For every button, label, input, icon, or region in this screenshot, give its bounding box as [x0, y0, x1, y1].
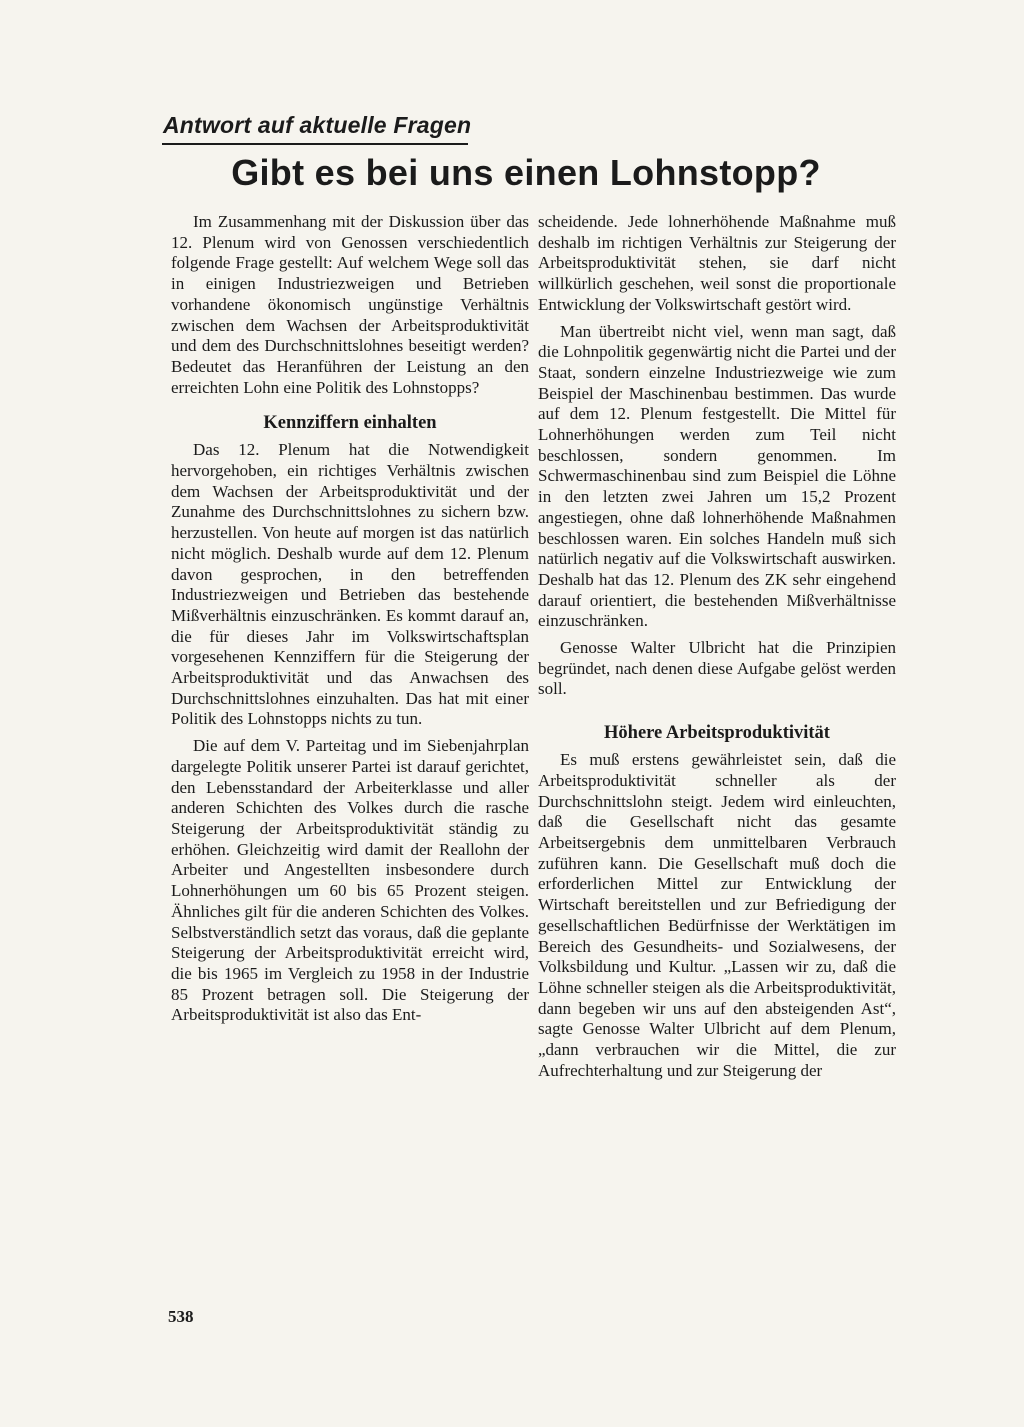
- right-column: [538, 212, 896, 1087]
- paragraph: Das 12. Plenum hat die Notwendigkeit hervorgehoben, ein richtiges Verhältnis zwischen dem Wachsen der Arbeitsproduktivität und der Zunahme des Durchschnittslohnes zu sichern bzw. herzustellen. Von heute auf morgen ist das natürlich nicht möglich. Deshalb wurde auf dem 12. Plenum davon gesprochen, in den betreffenden Industriezweigen und Betrieben das bestehende Mißverhältnis einzuschränken. Es kommt darauf an, die für dieses Jahr im Volkswirtschaftsplan vorgesehenen Kennziffern für die Steigerung der Arbeitsproduktivität und das Anwachsen des Durchschnittslohnes einzuhalten. Das hat mit einer Politik des Lohnstopps nichts zu tun.: [171, 440, 529, 729]
- left-column: [171, 212, 529, 1032]
- section-kicker: Antwort auf aktuelle Fragen: [163, 112, 472, 138]
- article-headline: Gibt es bei uns einen Lohnstopp?: [231, 152, 821, 193]
- paragraph: Im Zusammenhang mit der Diskussion über das 12. Plenum wird von Genossen verschiedentlich folgende Frage gestellt: Auf welchem Wege soll das in einigen Industriezweigen und Betrieben vorhandene ökonomisch ungünstige Verhältnis zwischen dem Wachsen der Arbeitsproduktivität und dem des Durchschnittslohnes beseitigt werden? Bedeutet das Heranführen der Leistung an den erreichten Lohn eine Politik des Lohnstopps?: [171, 212, 529, 397]
- subheading: Höhere Arbeitsproduktivität: [604, 723, 830, 744]
- paragraph: Es muß erstens gewährleistet sein, daß die Arbeitsproduktivität schneller als der Durchschnittslohn steigt. Jedem wird einleuchten, daß die Gesellschaft nicht das gesamte Arbeitsergebnis dem unmittelbaren Verbrauch zuführen kann. Die Gesellschaft muß doch die erforderlichen Mittel zur Entwicklung der Wirtschaft bereitstellen und zur Befriedigung der gesellschaftlichen Bedürfnisse der Werktätigen im Bereich des Gesundheits- und Sozialwesens, der Volksbildung und Kultur. „Lassen wir zu, daß die Löhne schneller steigen als die Arbeitsproduktivität, dann begeben wir uns auf den absteigenden Ast“, sagte Genosse Walter Ulbricht auf dem Plenum, „dann verbrauchen wir die Mittel, die zur Aufrechterhaltung und zur Steigerung der: [538, 750, 896, 1080]
- paragraph: Die auf dem V. Parteitag und im Siebenjahrplan dargelegte Politik unserer Partei ist darauf gerichtet, den Lebensstandard der Arbeiterklasse und aller anderen Schichten des Volkes durch die rasche Steigerung der Arbeitsproduktivität ständig zu erhöhen. Gleichzeitig wird damit der Reallohn der Arbeiter und Angestellten insbesondere durch Lohnerhöhungen um 60 bis 65 Prozent steigen. Ähnliches gilt für die anderen Schichten des Volkes. Selbstverständlich setzt das voraus, daß die geplante Steigerung der Arbeitsproduktivität erreicht wird, die bis 1965 im Vergleich zu 1958 in der Industrie 85 Prozent betragen soll. Die Steigerung der Arbeitsproduktivität ist also das Ent-: [171, 736, 529, 1025]
- paragraph: scheidende. Jede lohnerhöhende Maßnahme muß deshalb im richtigen Verhältnis zur Steigerung der Arbeitsproduktivität stehen, sie darf nicht willkürlich geschehen, weil sonst die proportionale Entwicklung der Volkswirtschaft gestört wird.: [538, 212, 896, 314]
- page-number: 538: [168, 1307, 194, 1326]
- paragraph: Genosse Walter Ulbricht hat die Prinzipien begründet, nach denen diese Aufgabe gelöst werden soll.: [538, 638, 896, 699]
- subheading: Kennziffern einhalten: [263, 413, 437, 434]
- kicker-underline: [162, 143, 468, 145]
- paragraph: Man übertreibt nicht viel, wenn man sagt, daß die Lohnpolitik gegenwärtig nicht die Partei und der Staat, sondern einzelne Industriezweige wie zum Beispiel der Maschinenbau bestimmen. Das wurde auf dem 12. Plenum festgestellt. Die Mittel für Lohnerhöhungen werden zum Teil nicht beschlossen, sondern genommen. Im Schwermaschinenbau sind zum Beispiel die Löhne in den letzten zwei Jahren um 15,2 Prozent angestiegen, ohne daß lohnerhöhende Maßnahmen beschlossen waren. Ein solches Handeln muß sich natürlich negativ auf die Volkswirtschaft auswirken. Deshalb hat das 12. Plenum des ZK sehr eingehend darauf orientiert, die bestehenden Mißverhältnisse einzuschränken.: [538, 321, 896, 631]
